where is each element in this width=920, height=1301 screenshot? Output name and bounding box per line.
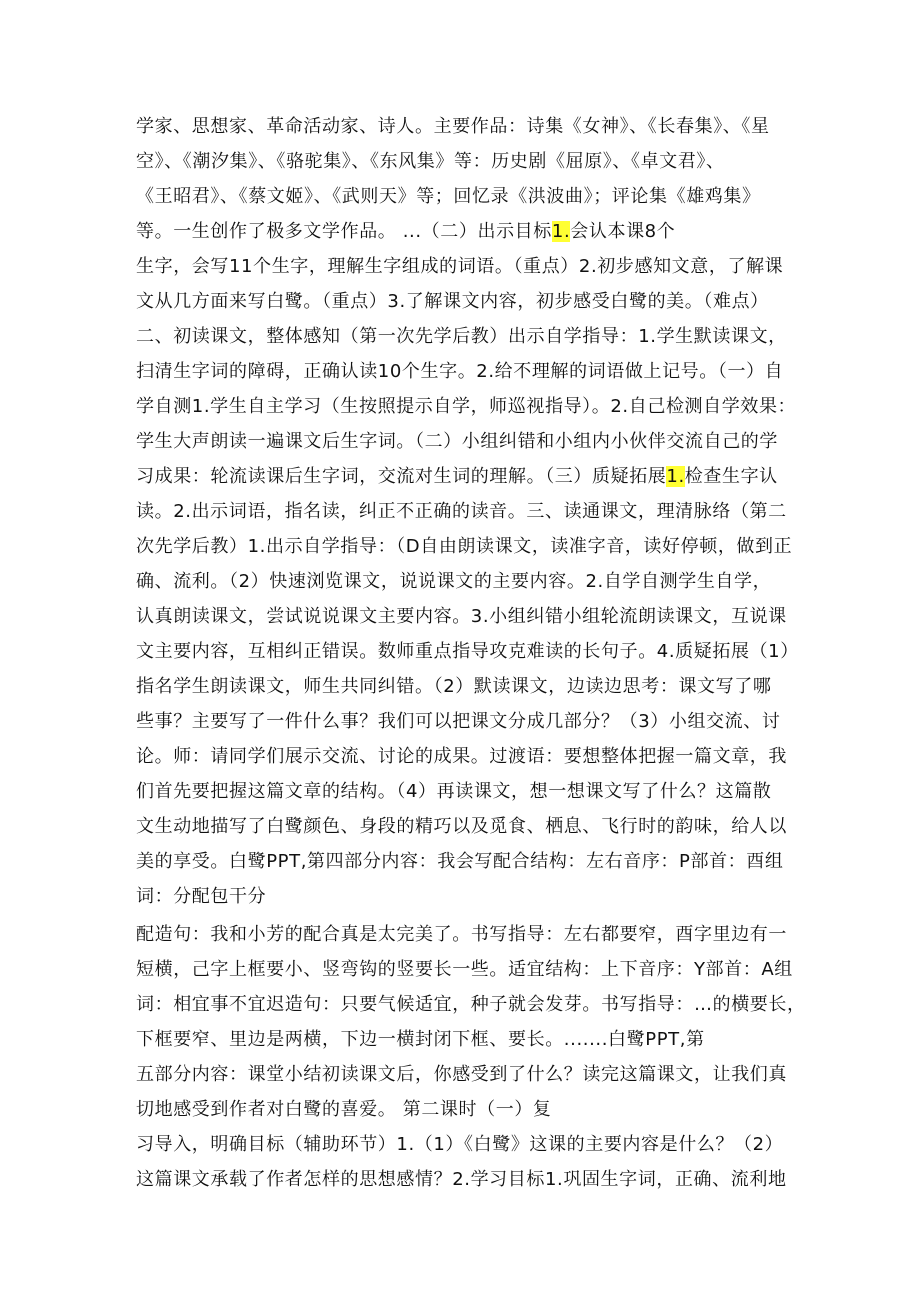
- text-line: 《王昭君》、《蔡文姬》、《武则天》等；回忆录《洪波曲》；评论集《雄鸡集》: [136, 186, 761, 207]
- text-line: 五部分内容：课堂小结初读课文后，你感受到了什么？读完这篇课文，让我们真: [136, 1064, 787, 1085]
- text-line: 下框要窄、里边是两横，下边一横封闭下框、要长。.......白鹭PPT,第: [136, 1029, 705, 1050]
- text-segment: 习成果：轮流读课后生字词，交流对生词的理解。（三）质疑拓展: [136, 466, 667, 487]
- text-line: [136, 464, 816, 490]
- text-line: 些事？主要写了一件什么事？我们可以把课文分成几部分？（3）小组交流、讨: [136, 711, 781, 732]
- text-line: 扫清生字词的障碍，正确认读10个生字。2.给不理解的词语做上记号。（一）自: [136, 361, 784, 382]
- text-line: 生字，会写11个生字，理解生字组成的词语。（重点）2.初步感知文意，了解课: [136, 256, 784, 277]
- text-line: 这篇课文承载了作者怎样的思想感情？2.学习目标1.巩固生字词，正确、流利地: [136, 1169, 787, 1190]
- text-line: 切地感受到作者对白鹭的喜爱。 第二课时（一）复: [136, 1099, 552, 1120]
- text-line: 们首先要把握这篇文章的结构。（4）再读课文，想一想课文写了什么？这篇散: [136, 781, 772, 802]
- text-line: 习导入，明确目标（辅助环节）1.（1）《白鹭》这课的主要内容是什么？（2）: [136, 1134, 784, 1155]
- text-segment: 检查生字认: [684, 466, 778, 487]
- text-line: 短横，己字上框要小、竖弯钩的竖要长一些。适宜结构：上下音序：Y部首：A组: [136, 959, 793, 980]
- text-line: 学自测1.学生自主学习（生按照提示自学，师巡视指导）。2.自己检测自学效果：: [136, 396, 797, 417]
- text-line: 学家、思想家、革命活动家、诗人。主要作品：诗集《女神》、《长春集》、《星: [136, 116, 770, 137]
- text-line: 次先学后教）1.出示自学指导：（D自由朗读课文，读准字音，读好停顿，做到正: [136, 536, 793, 557]
- text-line: 文从几方面来写白鹭。（重点）3.了解课文内容，初步感受白鹭的美。（难点）: [136, 291, 769, 312]
- text-line: 文主要内容，互相纠正错误。数师重点指导攻克难读的长句子。4.质疑拓展（1）: [136, 641, 799, 662]
- text-line: 词：分配包干分: [136, 886, 267, 907]
- text-line: 读。2.出示词语，指名读，纠正不正确的读音。三、读通课文，理清脉络（第二: [136, 501, 787, 522]
- text-line: 文生动地描写了白鹭颜色、身段的精巧以及觅食、栖息、飞行时的韵味，给人以: [136, 816, 787, 837]
- text-line: 论。师：请同学们展示交流、讨论的成果。过渡语：要想整体把握一篇文章，我: [136, 746, 787, 767]
- highlighted-text: 1.: [666, 466, 685, 487]
- text-line: 学生大声朗读一遍课文后生字词。（二）小组纠错和小组内小伙伴交流自己的学: [136, 431, 778, 452]
- text-line: [136, 219, 816, 245]
- text-line: 空》、《潮汐集》、《骆驼集》、《东风集》等：历史剧《屈原》、《卓文君》、: [136, 151, 725, 172]
- text-line: 认真朗读课文，尝试说说课文主要内容。3.小组纠错小组轮流朗读课文，互说课: [136, 606, 787, 627]
- text-line: 二、初读课文，整体感知（第一次先学后教）出示自学指导：1.学生默读课文，: [136, 326, 787, 347]
- text-line: 配造句：我和小芳的配合真是太完美了。书写指导：左右都要窄，酉字里边有一: [136, 924, 787, 945]
- text-line: 确、流利。（2）快速浏览课文，说说课文的主要内容。2.自学自测学生自学，: [136, 571, 772, 592]
- highlighted-text: 1.: [551, 221, 571, 242]
- text-segment: 等。一生创作了极多文学作品。 ...（二）出示目标: [136, 221, 552, 242]
- text-line: 指名学生朗读课文，师生共同纠错。（2）默读课文，边读边思考：课文写了哪: [136, 676, 772, 697]
- text-segment: 会认本课8个: [570, 221, 676, 242]
- text-line: 词：相宜事不宜迟造句：只要气候适宜，种子就会发芽。书写指导：…的横要长，: [136, 994, 806, 1015]
- text-line: 美的享受。白鹭PPT,第四部分内容：我会写配合结构：左右音序：P部首：酉组: [136, 851, 784, 872]
